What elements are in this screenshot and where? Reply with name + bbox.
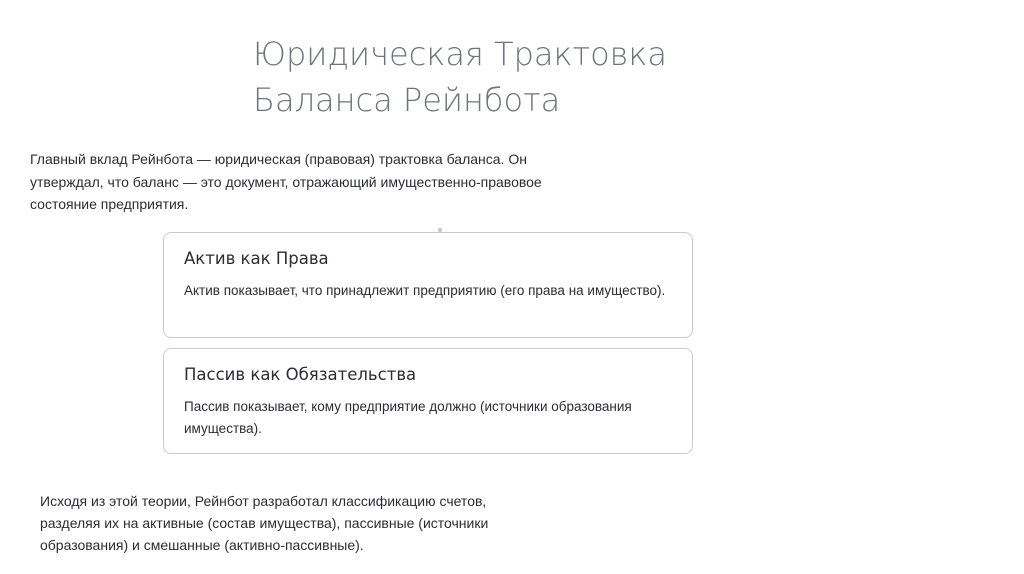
card-title: Актив как Права — [184, 249, 329, 268]
slide-title-line-2: Баланса Рейнбота — [253, 81, 561, 119]
card-active-as-rights — [163, 232, 693, 338]
card-title: Пассив как Обязательства — [184, 365, 417, 384]
card-text: Пассив показывает, кому предприятие должно (источники образования имущества). — [184, 399, 632, 436]
slide-title — [253, 31, 667, 123]
intro-paragraph: Главный вклад Рейнбота — юридическая (правовая) трактовка баланса. Он утверждал, что баланс — это документ, отражающий имущественно-правовое состояние предприятия. — [30, 151, 542, 212]
card-text: Актив показывает, что принадлежит предприятию (его права на имущество). — [184, 283, 666, 298]
conclusion-paragraph: Исходя из этой теории, Рейнбот разработал классификацию счетов, разделяя их на активные (состав имущества), пассивные (источники образования) и смешанные (активно-пассивные). — [40, 493, 489, 553]
card-passive-as-obligations — [163, 348, 693, 454]
slide-title-line-1: Юридическая Трактовка — [253, 35, 667, 73]
